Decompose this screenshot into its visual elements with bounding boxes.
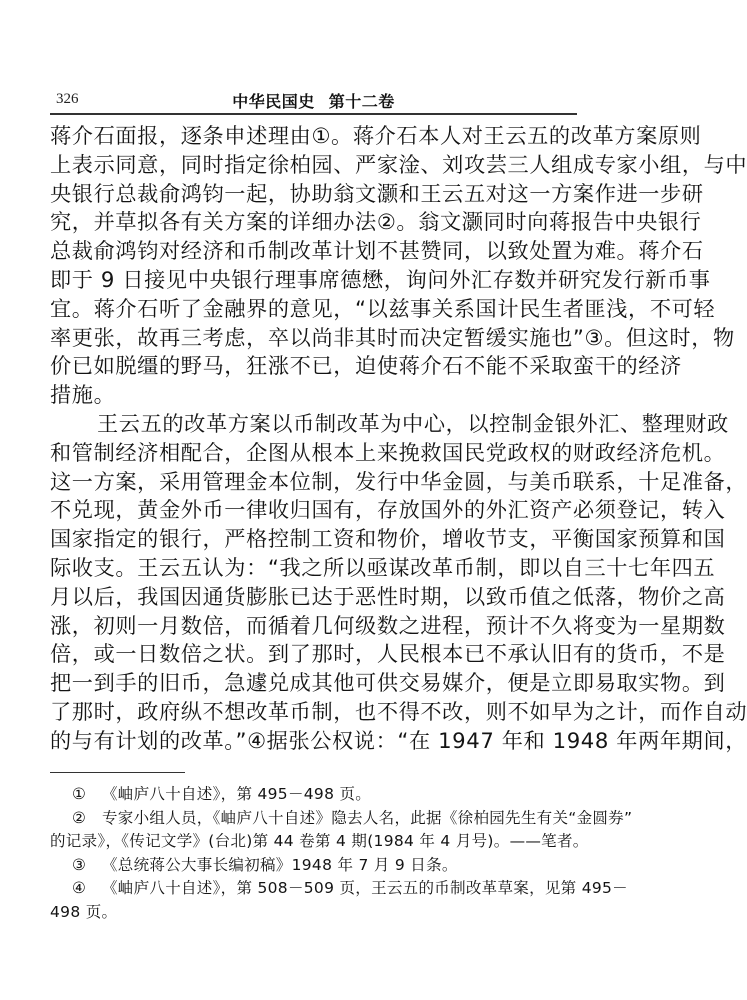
text-line: 上表示同意，同时指定徐柏园、严家淦、刘攻芸三人组成专家小组，与中 [50,151,747,177]
text-line: 涨，初则一月数倍，而循着几何级数之进程，预计不久将变为一星期数 [50,612,726,638]
page-number: 326 [56,91,79,107]
footnote-marker: ① [72,785,87,803]
text-line: 这一方案，采用管理金本位制，发行中华金圆，与美币联系，十足准备， [50,468,747,494]
footnote-text: 《岫庐八十自述》，第 508－509 页，王云五的币制改革草案，见第 495－ [102,879,628,897]
footnotes [50,783,633,924]
text-line: 价已如脱缰的野马，狂涨不已，迫使蒋介石不能不采取蛮干的经济 [50,353,682,379]
text-line: 蒋介石面报，逐条申述理由①。蒋介石本人对王云五的改革方案原则 [50,123,702,148]
running-head [50,89,577,112]
paragraph-2 [50,410,747,756]
footnote-text: 专家小组人员，《岫庐八十自述》隐去人名，此据《徐柏园先生有关“金圆券” [102,808,633,827]
footnote-text: 498 页。 [50,902,118,921]
footnote-text: 的记录》，《传记文学》(台北)第 44 卷第 4 期(1984 年 4 月号)。——笔者。 [50,832,589,850]
footnote-text: 《岫庐八十自述》，第 495－498 页。 [102,785,372,803]
book-title: 中华民国史 [232,92,315,111]
text-line: 国家指定的银行，严格控制工资和物价，增收节支，平衡国家预算和国 [50,526,726,552]
text-line: 总裁俞鸿钧对经济和币制改革计划不甚赞同，以致处置为难。蒋介石 [50,238,704,264]
text-line: 月以后，我国因通货膨胀已达于恶性时期，以致币值之低落，物价之高 [50,583,726,609]
text-line: 即于 9 日接见中央银行理事席德懋，询问外汇存数并研究发行新币事 [50,266,711,292]
header-rule [50,113,577,115]
text-line: 究，并草拟各有关方案的详细办法②。翁文灏同时向蒋报告中央银行 [50,209,702,235]
footnote-marker: ③ [72,855,87,874]
text-line: 宜。蒋介石听了金融界的意见，“以兹事关系国计民生者匪浅，不可轻 [50,295,716,321]
text-line: 王云五的改革方案以币制改革为中心，以控制金银外汇、整理财政 [97,410,729,436]
text-line: 不兑现，黄金外币一律收归国有，存放国外的外汇资产必须登记，转入 [50,497,726,523]
footnote-3 [50,854,577,878]
text-line: 的与有计划的改革。”④据张公权说：“在 1947 年和 1948 年两年期间， [50,727,747,753]
text-line: 倍，或一日数倍之状。到了那时，人民根本已不承认旧有的货币，不是 [50,641,726,667]
text-line: 央银行总裁俞鸿钧一起，协助翁文灏和王云五对这一方案作进一步研 [50,180,704,206]
volume-label: 第十二卷 [328,92,395,111]
text-line: 把一到手的旧币，急遽兑成其他可供交易媒介，便是立即易取实物。到 [50,670,726,696]
footnote-marker: ④ [72,879,87,897]
text-line: 和管制经济相配合，企图从根本上来挽救国民党政权的财政经济危机。 [50,439,726,465]
footnote-rule [50,772,185,773]
text-line: 率更张，故再三考虑，卒以尚非其时而决定暂缓实施也”③。但这时，物 [50,324,735,350]
text-line: 际收支。王云五认为：“我之所以亟谋改革币制，即以自三十七年四五 [50,554,716,580]
text-line: 了那时，政府纵不想改革币制，也不得不改，则不如早为之计，而作自动 [50,698,747,724]
footnote-text: 《总统蒋公大事长编初稿》1948 年 7 月 9 日条。 [102,855,458,874]
footnote-2 [50,807,633,854]
body-text [50,122,747,756]
paragraph-1 [50,122,747,410]
page-header [50,88,577,112]
footnote-4 [50,877,628,924]
footnote-1 [50,783,577,807]
footnote-marker: ② [72,808,87,827]
text-line: 措施。 [50,382,116,408]
